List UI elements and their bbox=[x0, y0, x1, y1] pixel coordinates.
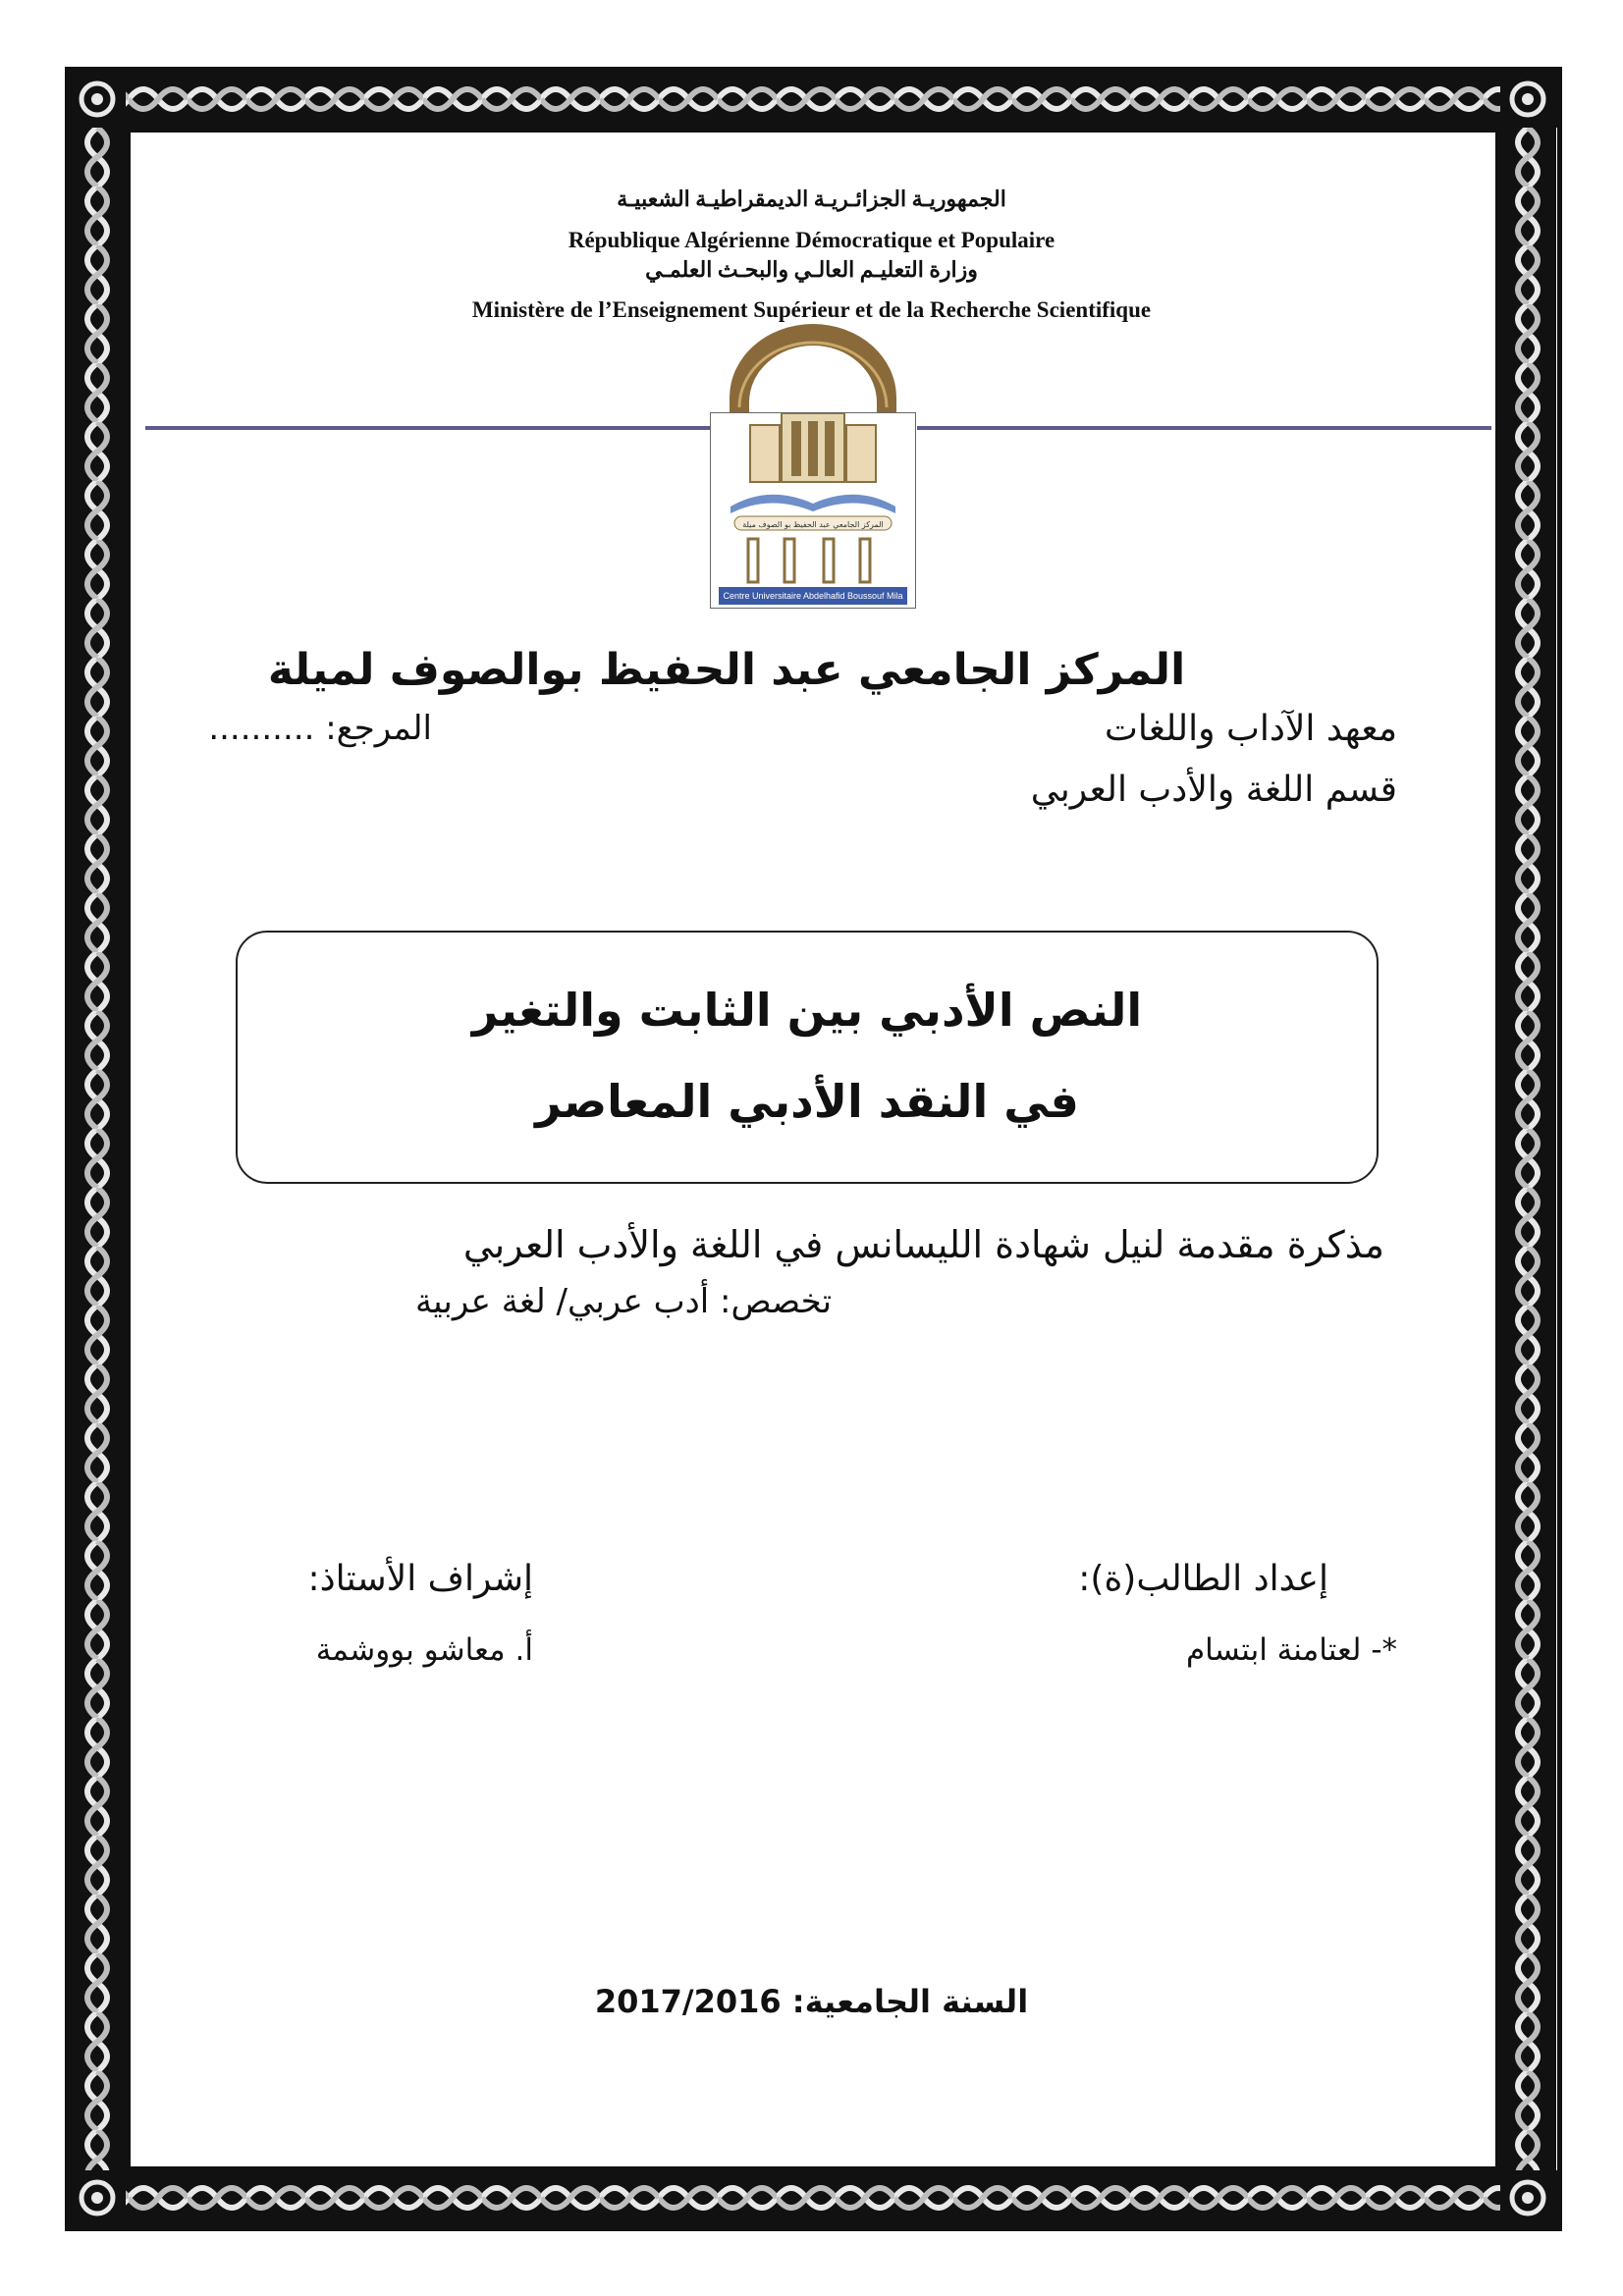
border-band-left bbox=[70, 128, 126, 2170]
border-corner-bottom-left bbox=[70, 2170, 126, 2226]
republic-name-french: République Algérienne Démocratique et Populaire bbox=[568, 228, 1055, 252]
header-rule-right bbox=[917, 426, 1491, 430]
thesis-title-line-1: النص الأدبي بين الثابت والتغير bbox=[471, 984, 1143, 1037]
thesis-specialty: تخصص: أدب عربي/ لغة عربية bbox=[414, 1282, 833, 1321]
thesis-description: مذكرة مقدمة لنيل شهادة الليسانس في اللغة والأدب العربي bbox=[462, 1223, 1384, 1266]
department-name: قسم اللغة والأدب العربي bbox=[1030, 770, 1397, 810]
university-center-name: المركز الجامعي عبد الحفيظ بوالصوف لميلة bbox=[267, 645, 1186, 695]
institute-name: معهد الآداب واللغات bbox=[1105, 709, 1397, 749]
border-band-right bbox=[1500, 128, 1556, 2170]
border-corner-bottom-right bbox=[1500, 2170, 1556, 2226]
supervisor-label: إشراف الأستاذ: bbox=[307, 1559, 533, 1599]
university-logo bbox=[710, 319, 916, 609]
header-rule-left bbox=[145, 426, 710, 430]
ministry-name-french: Ministère de l’Enseignement Supérieur et de la Recherche Scientifique bbox=[471, 297, 1152, 322]
logo-building-icon bbox=[711, 413, 915, 590]
reference-field: المرجع: .......... bbox=[208, 709, 432, 748]
border-band-bottom bbox=[70, 2170, 1557, 2226]
logo-caption: Centre Universitaire Abdelhafid Boussouf Mila bbox=[719, 587, 907, 605]
supervisor-name: أ. معاشو بووشمة bbox=[315, 1632, 533, 1668]
republic-name-arabic: الجمهوريـة الجزائـريـة الديمقراطيـة الشعبيـة bbox=[617, 187, 1006, 211]
thesis-title-line-2: في النقد الأدبي المعاصر bbox=[535, 1075, 1079, 1128]
academic-year: السنة الجامعية: 2017/2016 bbox=[594, 1983, 1029, 2020]
logo-panel bbox=[710, 412, 916, 609]
border-corner-top-right bbox=[1500, 72, 1556, 128]
student-label: إعداد الطالب(ة): bbox=[1078, 1559, 1328, 1599]
thesis-title-box bbox=[236, 931, 1379, 1184]
logo-banner-text: المركز الجامعي عبد الحفيظ بو الصوف ميلة bbox=[742, 520, 884, 529]
border-band-top bbox=[70, 72, 1557, 128]
border-corner-top-left bbox=[70, 72, 126, 128]
student-name: *- لعتامنة ابتسام bbox=[1185, 1632, 1397, 1668]
ministry-name-arabic: وزارة التعليـم العالـي والبحـث العلمـي bbox=[645, 257, 978, 282]
